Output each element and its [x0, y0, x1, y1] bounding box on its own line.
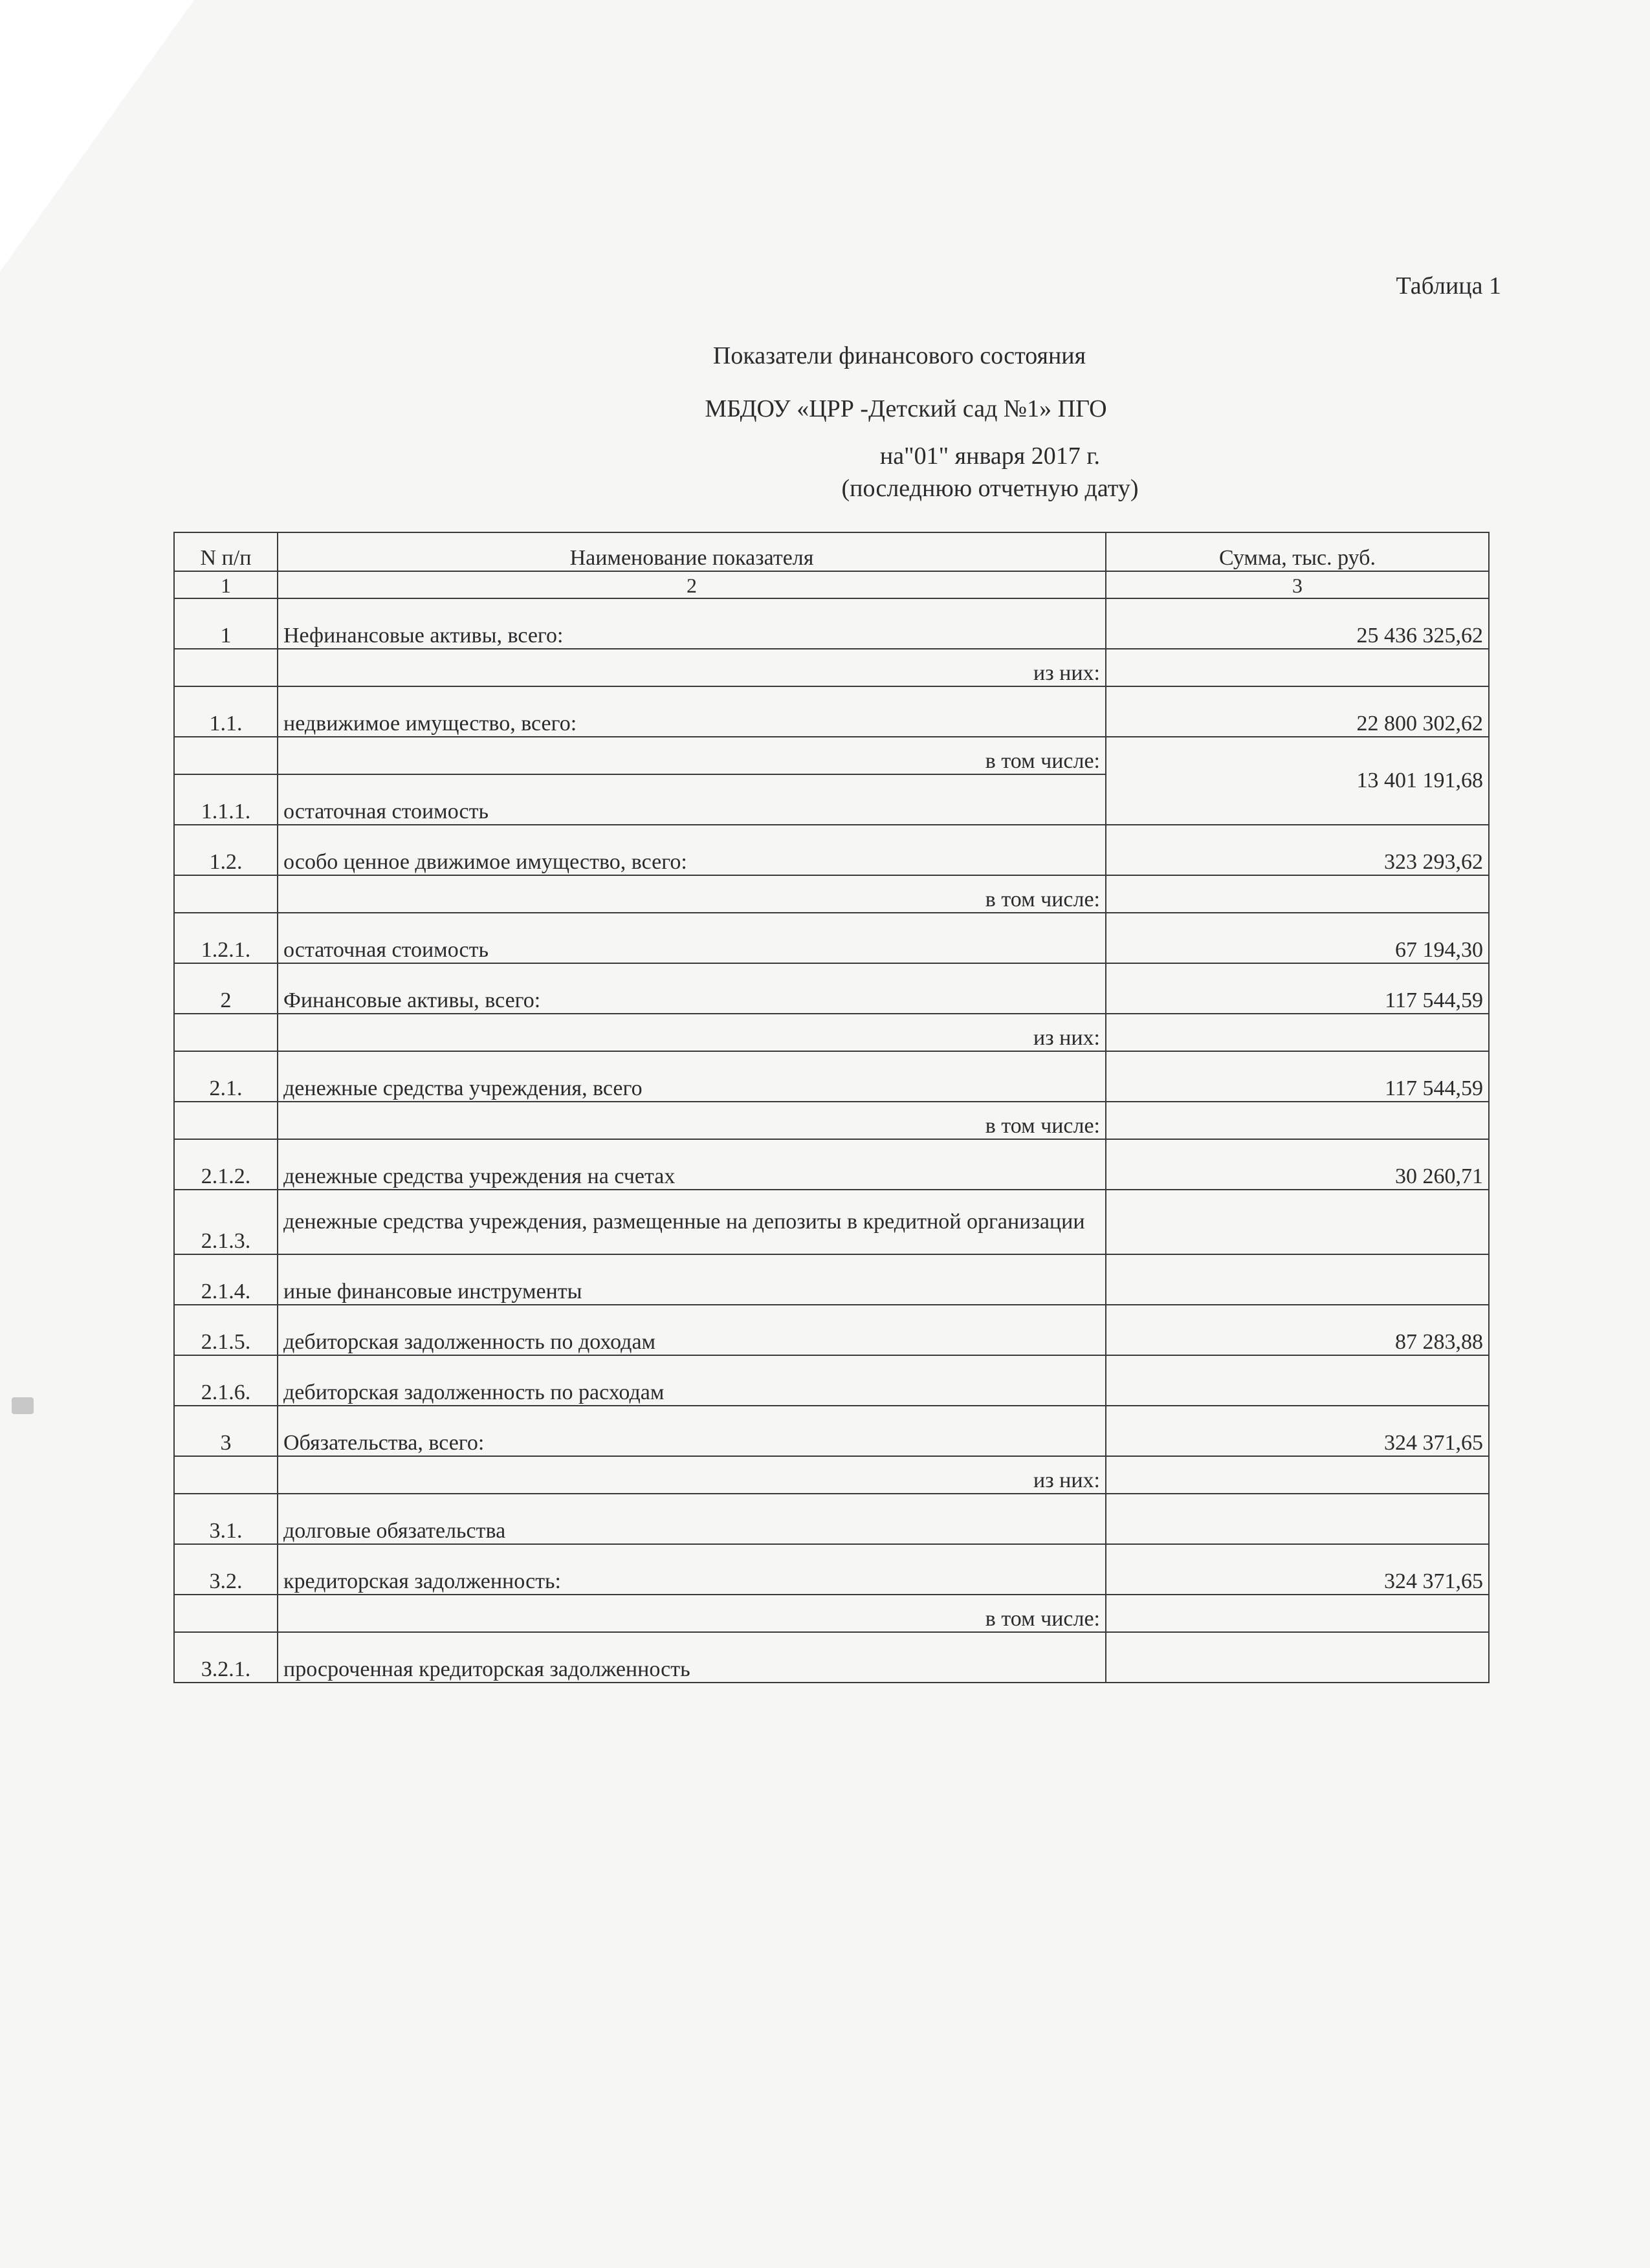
organization-name: МБДОУ «ЦРР -Детский сад №1» ПГО — [705, 395, 1107, 422]
row-amount — [1106, 1014, 1489, 1051]
table-row — [174, 1102, 1489, 1139]
row-number: 1.2. — [174, 825, 278, 875]
row-number: 1.2.1. — [174, 913, 278, 963]
row-subheading: из них: — [278, 1456, 1106, 1494]
row-name: дебиторская задолженность по доходам — [278, 1305, 1106, 1355]
row-subheading: в том числе: — [278, 1102, 1106, 1139]
financial-indicators-table — [173, 532, 1490, 1683]
row-amount: 30 260,71 — [1106, 1139, 1489, 1190]
row-number — [174, 649, 278, 686]
row-amount — [1106, 1494, 1489, 1544]
row-name: денежные средства учреждения, размещенные на депозиты в кредитной организации — [278, 1190, 1106, 1254]
row-number: 3.2.1. — [174, 1632, 278, 1683]
table-row — [174, 1190, 1489, 1254]
table-row — [174, 1305, 1489, 1355]
row-number: 2.1.6. — [174, 1355, 278, 1406]
row-amount: 13 401 191,68 — [1106, 737, 1489, 825]
row-number: 2.1.4. — [174, 1254, 278, 1305]
row-amount: 324 371,65 — [1106, 1406, 1489, 1456]
row-name: Нефинансовые активы, всего: — [278, 598, 1106, 649]
table-row — [174, 913, 1489, 963]
row-subheading: в том числе: — [278, 1595, 1106, 1632]
row-name: просроченная кредиторская задолженность — [278, 1632, 1106, 1683]
row-number — [174, 1102, 278, 1139]
row-amount — [1106, 1355, 1489, 1406]
row-amount: 22 800 302,62 — [1106, 686, 1489, 737]
row-number — [174, 1456, 278, 1494]
row-name: долговые обязательства — [278, 1494, 1106, 1544]
row-amount: 67 194,30 — [1106, 913, 1489, 963]
row-number: 2 — [174, 963, 278, 1014]
report-date-note: (последнюю отчетную дату) — [841, 475, 1139, 502]
row-amount — [1106, 1595, 1489, 1632]
table-row — [174, 686, 1489, 737]
row-amount — [1106, 1102, 1489, 1139]
row-number: 1.1.1. — [174, 774, 278, 825]
table-row — [174, 1139, 1489, 1190]
row-amount — [1106, 1190, 1489, 1254]
row-number: 2.1.2. — [174, 1139, 278, 1190]
row-subheading: в том числе: — [278, 875, 1106, 913]
table-row — [174, 598, 1489, 649]
row-amount: 25 436 325,62 — [1106, 598, 1489, 649]
table-row — [174, 1632, 1489, 1683]
row-amount: 117 544,59 — [1106, 963, 1489, 1014]
row-name: денежные средства учреждения на счетах — [278, 1139, 1106, 1190]
row-number — [174, 737, 278, 774]
table-row — [174, 1014, 1489, 1051]
row-number: 2.1.3. — [174, 1190, 278, 1254]
row-number: 1.1. — [174, 686, 278, 737]
column-number-1: 1 — [174, 571, 278, 598]
row-amount — [1106, 1254, 1489, 1305]
row-amount: 323 293,62 — [1106, 825, 1489, 875]
table-label: Таблица 1 — [1396, 272, 1501, 300]
row-name: дебиторская задолженность по расходам — [278, 1355, 1106, 1406]
row-amount — [1106, 875, 1489, 913]
table-row — [174, 1544, 1489, 1595]
scan-corner — [0, 0, 194, 272]
table-row — [174, 1456, 1489, 1494]
table-row — [174, 737, 1489, 774]
row-name: особо ценное движимое имущество, всего: — [278, 825, 1106, 875]
table-row — [174, 1051, 1489, 1102]
table-row — [174, 825, 1489, 875]
row-subheading: из них: — [278, 649, 1106, 686]
report-date: на"01" января 2017 г. — [879, 442, 1101, 470]
row-number — [174, 1014, 278, 1051]
row-amount — [1106, 649, 1489, 686]
row-number: 2.1.5. — [174, 1305, 278, 1355]
header-amount: Сумма, тыс. руб. — [1106, 532, 1489, 571]
row-subheading: в том числе: — [278, 737, 1106, 774]
row-name: кредиторская задолженность: — [278, 1544, 1106, 1595]
row-number — [174, 875, 278, 913]
row-number: 1 — [174, 598, 278, 649]
row-amount: 324 371,65 — [1106, 1544, 1489, 1595]
table-row — [174, 875, 1489, 913]
row-name: Обязательства, всего: — [278, 1406, 1106, 1456]
row-number: 3 — [174, 1406, 278, 1456]
row-amount: 87 283,88 — [1106, 1305, 1489, 1355]
row-number: 3.1. — [174, 1494, 278, 1544]
table-row — [174, 1254, 1489, 1305]
column-number-3: 3 — [1106, 571, 1489, 598]
row-name: денежные средства учреждения, всего — [278, 1051, 1106, 1102]
header-indicator: Наименование показателя — [278, 532, 1106, 571]
table-row — [174, 649, 1489, 686]
column-number-2: 2 — [278, 571, 1106, 598]
row-amount — [1106, 1632, 1489, 1683]
table-row — [174, 1406, 1489, 1456]
scan-artifact — [12, 1397, 34, 1414]
row-amount: 117 544,59 — [1106, 1051, 1489, 1102]
row-name: остаточная стоимость — [278, 774, 1106, 825]
page-title: Показатели финансового состояния — [712, 342, 1086, 369]
row-number — [174, 1595, 278, 1632]
row-amount — [1106, 1456, 1489, 1494]
table-row — [174, 1355, 1489, 1406]
row-name: иные финансовые инструменты — [278, 1254, 1106, 1305]
row-number: 3.2. — [174, 1544, 278, 1595]
table-row — [174, 1595, 1489, 1632]
row-name: остаточная стоимость — [278, 913, 1106, 963]
row-subheading: из них: — [278, 1014, 1106, 1051]
row-name: Финансовые активы, всего: — [278, 963, 1106, 1014]
header-number: N п/п — [174, 532, 278, 571]
row-number: 2.1. — [174, 1051, 278, 1102]
table-row — [174, 1494, 1489, 1544]
row-name: недвижимое имущество, всего: — [278, 686, 1106, 737]
table-row — [174, 963, 1489, 1014]
